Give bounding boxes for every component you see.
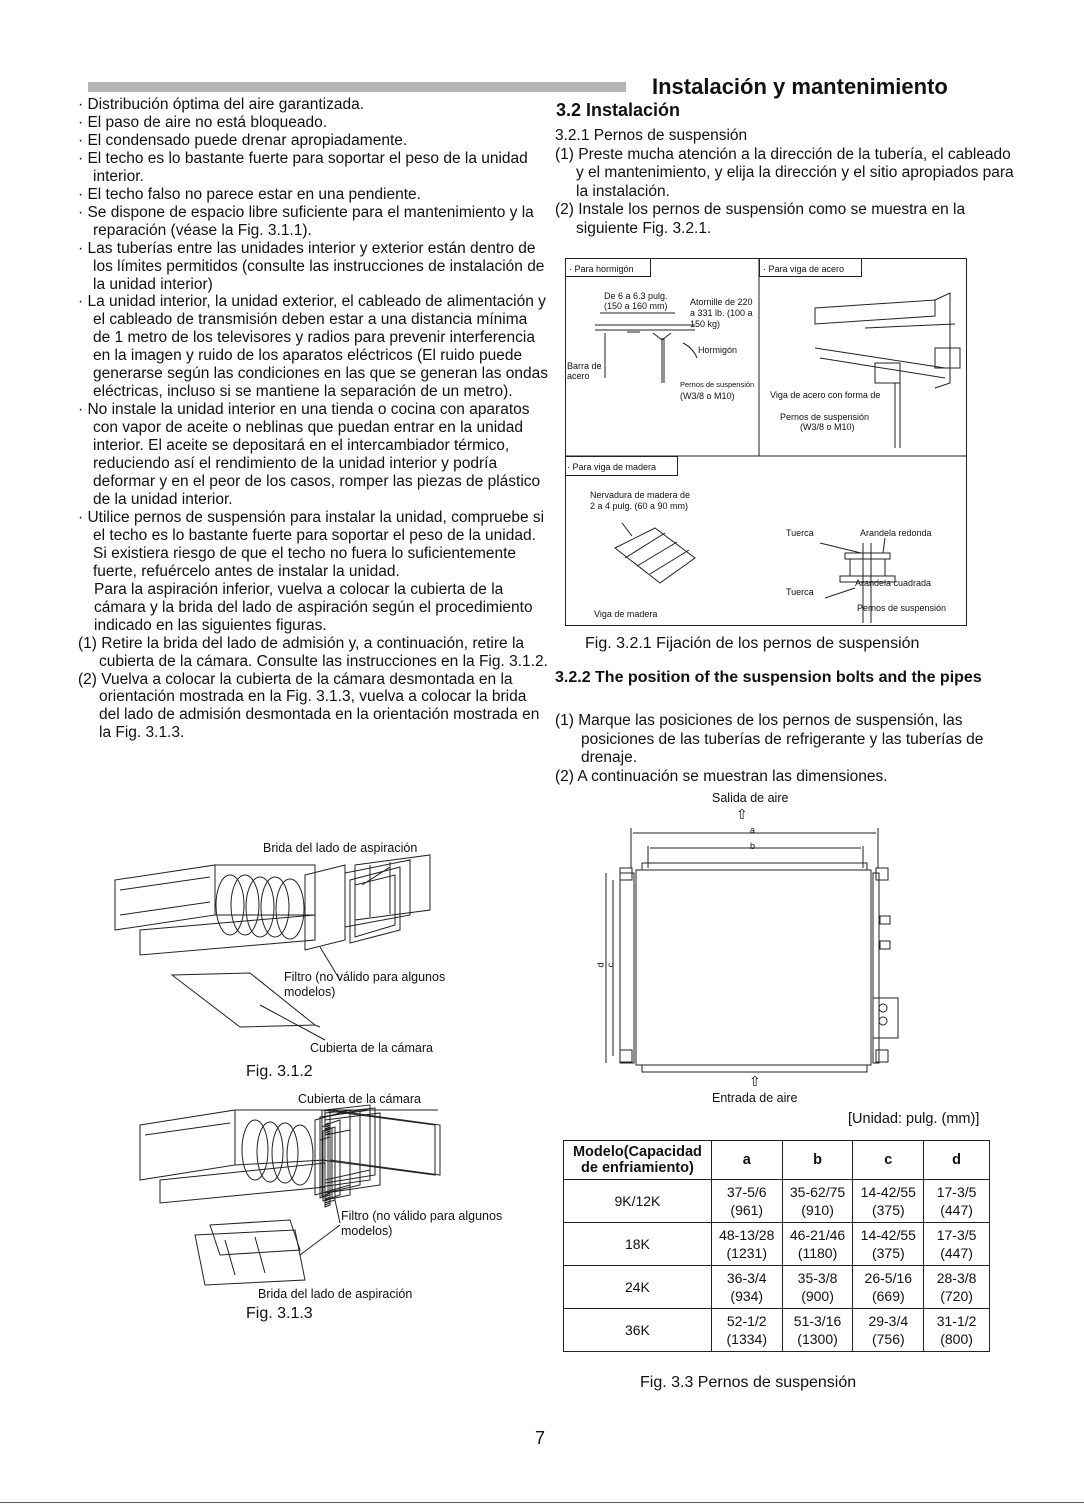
table-header-cell: b <box>782 1141 853 1180</box>
table-cell <box>924 1223 990 1266</box>
step-item: (1) Preste mucha atención a la dirección de la tubería, el cableado y el mantenimiento, y elija la dirección y el sitio apropiados para la instalación. <box>555 145 1014 200</box>
value-in: 48-13/28 <box>719 1227 775 1243</box>
model-cell: 24K <box>564 1266 712 1309</box>
fig321-dist: De 6 a 6.3 pulg. <box>604 291 668 301</box>
table-header-row <box>564 1141 990 1180</box>
table-cell <box>853 1180 924 1223</box>
value-in: 31-1/2 <box>936 1313 977 1329</box>
table-header-cell: c <box>853 1141 924 1180</box>
value-mm: (1300) <box>797 1331 838 1347</box>
value-in: 35-62/75 <box>789 1184 846 1200</box>
bullet-item: · El techo es lo bastante fuerte para soportar el peso de la unidad interior. <box>78 149 528 185</box>
step-item: (2) Instale los pernos de suspensión como se muestra en la siguiente Fig. 3.2.1. <box>555 201 966 237</box>
bullet-item: · Las tuberías entre las unidades interior y exterior están dentro de los límites permitidos (consulte las instrucciones de instalación de la unidad interior) <box>78 239 545 293</box>
value-in: 52-1/2 <box>726 1313 767 1329</box>
fig321-frame <box>565 258 967 626</box>
step-item: (2) Vuelva a colocar la cubierta de la cámara desmontada en la orientación mostrada en la Fig. 3.1.3, vuelva a colocar la brida del lado de admisión desmontada en la orientación mostrada en la Fig. 3.1.3. <box>78 670 540 742</box>
table-row <box>564 1223 990 1266</box>
value-in: 28-3/8 <box>936 1270 977 1286</box>
value-mm: (1231) <box>726 1245 767 1261</box>
section-321 <box>555 127 1015 238</box>
fig321-rib2: 2 a 4 pulg. (60 a 90 mm) <box>590 501 689 511</box>
arrow-up-icon: ⇧ <box>736 806 748 822</box>
value-in: 17-3/5 <box>936 1184 977 1200</box>
air-outlet-label: Salida de aire <box>712 791 789 805</box>
table-cell <box>711 1223 782 1266</box>
table-header-cell: a <box>711 1141 782 1180</box>
value-in: 26-5/16 <box>864 1270 913 1286</box>
fig321-concrete-lbl: Hormigón <box>698 345 738 355</box>
fig321-wood-beam: Viga de madera <box>594 609 658 619</box>
header-bar <box>88 82 626 92</box>
fig321-screw2: a 331 lb. (100 a <box>690 308 753 318</box>
fig313-flange-label: Brida del lado de aspiración <box>258 1287 413 1301</box>
table-cell <box>853 1266 924 1309</box>
fig321-steel-tag: · Para viga de acero <box>763 264 845 274</box>
fig321-dist-mm: (150 a 160 mm) <box>604 301 668 311</box>
step-item: (1) Marque las posiciones de los pernos de suspensión, las posiciones de las tuberías de refrigerante y las tuberías de drenaje. <box>555 712 984 766</box>
value-mm: (900) <box>801 1288 834 1304</box>
table-header-cell: Modelo(Capacidad de enfriamiento) <box>564 1141 712 1180</box>
fig312-caption: Fig. 3.1.2 <box>246 1063 313 1080</box>
section-title: 3.2 Instalación <box>556 100 681 120</box>
value-mm: (669) <box>871 1288 905 1304</box>
bullet-item: · No instale la unidad interior en una tienda o cocina con aparatos con vapor de aceite o neblinas que puedan entrar en la unidad interior. El aceite se depositará en el intercambiador térmico, reduciendo así el rendimiento de la unidad interior y podría deformar y en el peor de los casos, romper las piezas de plástico de la unidad interior. <box>78 401 541 508</box>
model-cell: 9K/12K <box>564 1180 712 1223</box>
table-cell <box>924 1309 990 1352</box>
step-item: (2) A continuación se muestran las dimensiones. <box>555 767 888 785</box>
value-mm: (1180) <box>797 1245 838 1261</box>
table-row <box>564 1266 990 1309</box>
value-mm: (934) <box>730 1288 764 1304</box>
value-in: 14-42/55 <box>860 1184 916 1200</box>
table-cell <box>782 1180 853 1223</box>
table-cell <box>924 1266 990 1309</box>
fig321-wood-tag: · Para viga de madera <box>567 462 657 472</box>
fig321-nut: Tuerca <box>786 528 814 538</box>
value-mm: (910) <box>801 1202 834 1218</box>
footer-divider <box>0 1502 1084 1503</box>
value-mm: (720) <box>940 1288 973 1304</box>
paragraph: Para la aspiración inferior, vuelva a colocar la cubierta de la cámara y la brida del lado de aspiración según el procedimiento indicado en las siguientes figuras. <box>94 580 533 634</box>
bullet-item: · Se dispone de espacio libre suficiente para el mantenimiento y la reparación (véase la Fig. 3.1.1). <box>78 203 534 239</box>
value-mm: (375) <box>871 1245 905 1261</box>
fig321-bolts3: Pernos de suspensión <box>857 603 947 613</box>
left-column <box>78 96 548 742</box>
bullet-item: · Distribución óptima del aire garantizada. <box>78 96 365 113</box>
dim-d-label: d <box>595 962 606 968</box>
fig313-filter-label: Filtro (no válido para algunos modelos) <box>341 1209 503 1238</box>
unit-label: [Unidad: pulg. (mm)] <box>848 1111 980 1127</box>
table-cell <box>711 1266 782 1309</box>
step-item: (1) Retire la brida del lado de admisión y, a continuación, retire la cubierta de la cámara. Consulte las instrucciones en la Fig. 3.1.2. <box>78 634 548 670</box>
value-mm: (800) <box>940 1331 973 1347</box>
bullet-item: · Utilice pernos de suspensión para instalar la unidad, compruebe si el techo es lo bastante fuerte para soportar el peso de la unidad. Si existiera riesgo de que el techo no fuera lo suficientemente fuerte, refuércelo antes de instalar la unidad. <box>78 508 545 580</box>
value-in: 14-42/55 <box>860 1227 916 1243</box>
table-row <box>564 1180 990 1223</box>
fig313-caption: Fig. 3.1.3 <box>246 1305 313 1322</box>
fig321-screw: Atornille de 220 <box>690 297 753 307</box>
table-cell <box>782 1266 853 1309</box>
air-inlet-label: Entrada de aire <box>712 1091 798 1105</box>
table-cell <box>711 1180 782 1223</box>
page-header-title: Instalación y mantenimiento <box>652 74 948 99</box>
table-cell <box>924 1180 990 1223</box>
value-in: 51-3/16 <box>793 1313 842 1329</box>
value-mm: (756) <box>871 1331 905 1347</box>
table-cell <box>782 1223 853 1266</box>
value-mm: (1334) <box>726 1331 767 1347</box>
dim-a-label: a <box>750 825 756 835</box>
table-header-cell: d <box>924 1141 990 1180</box>
arrow-up-icon: ⇧ <box>749 1073 761 1089</box>
fig312-flange-label: Brida del lado de aspiración <box>263 841 418 855</box>
value-mm: (447) <box>940 1202 973 1218</box>
fig312-drawing <box>100 855 430 1055</box>
fig321-steel-beam: Viga de acero con forma de <box>770 390 881 400</box>
fig312-cover-label: Cubierta de la cámara <box>310 1041 433 1055</box>
fig321-bar: Barra de <box>567 361 602 371</box>
fig321-round-washer: Arandela redonda <box>860 528 932 538</box>
value-in: 36-3/4 <box>726 1270 767 1286</box>
model-cell: 36K <box>564 1309 712 1352</box>
value-mm: (961) <box>730 1202 764 1218</box>
value-in: 35-3/8 <box>797 1270 838 1286</box>
table-cell <box>782 1309 853 1352</box>
bullet-item: · La unidad interior, la unidad exterior, el cableado de alimentación y el cableado de transmisión deben estar a una distancia mínima de 1 metro de los televisores y radios para prevenir interferencia en la imagen y ruido de los aparatos eléctricos (El ruido puede generarse según las condiciones en las que se generan las ondas eléctricas, incluso si se mantiene la separación de un metro). <box>78 293 548 401</box>
bullet-item: · El condensado puede drenar apropiadamente. <box>78 131 408 149</box>
model-cell: 18K <box>564 1223 712 1266</box>
fig321-rib: Nervadura de madera de <box>590 490 691 500</box>
value-mm: (375) <box>871 1202 905 1218</box>
fig321-bar2: acero <box>567 371 590 381</box>
fig321-caption: Fig. 3.2.1 Fijación de los pernos de suspensión <box>585 635 920 652</box>
value-mm: (447) <box>940 1245 973 1261</box>
value-in: 46-21/46 <box>789 1227 846 1243</box>
dim-b-label: b <box>750 841 756 851</box>
fig321-bolts-spec: (W3/8 o M10) <box>680 391 735 401</box>
value-in: 37-5/6 <box>726 1184 767 1200</box>
fig313-cover-label: Cubierta de la cámara <box>298 1092 421 1106</box>
table-row <box>564 1309 990 1352</box>
fig321-bolts2: Pernos de suspensión <box>780 412 870 422</box>
table-cell <box>711 1309 782 1352</box>
table-cell <box>853 1309 924 1352</box>
value-in: 29-3/4 <box>868 1313 909 1329</box>
fig33-unit-drawing <box>595 828 903 1073</box>
fig312-filter-label: Filtro (no válido para algunos modelos) <box>284 970 446 999</box>
fig321-nut2: Tuerca <box>786 587 814 597</box>
fig313-drawing <box>130 1105 440 1285</box>
fig321-bolts2-spec: (W3/8 o M10) <box>800 422 855 432</box>
table-cell <box>853 1223 924 1266</box>
section-322 <box>555 712 1015 786</box>
fig321-screw3: 150 kg) <box>690 319 721 329</box>
fig321-concrete-tag: · Para hormigón <box>569 264 634 274</box>
dim-c-label: c <box>605 962 616 968</box>
bullet-item: · El techo falso no parece estar en una pendiente. <box>78 185 421 203</box>
value-in: 17-3/5 <box>936 1227 977 1243</box>
subsection-322-title: 3.2.2 The position of the suspension bolts and the pipes <box>555 669 982 686</box>
page-number: 7 <box>535 1428 546 1448</box>
bullet-item: · El paso de aire no está bloqueado. <box>78 113 328 131</box>
fig321-bolts: Pernos de suspensión <box>680 380 755 389</box>
dimensions-table <box>563 1140 990 1352</box>
fig33-caption: Fig. 3.3 Pernos de suspensión <box>640 1374 857 1391</box>
subsection-title: 3.2.1 Pernos de suspensión <box>555 127 748 144</box>
fig321-square-washer: Arandela cuadrada <box>855 578 932 588</box>
